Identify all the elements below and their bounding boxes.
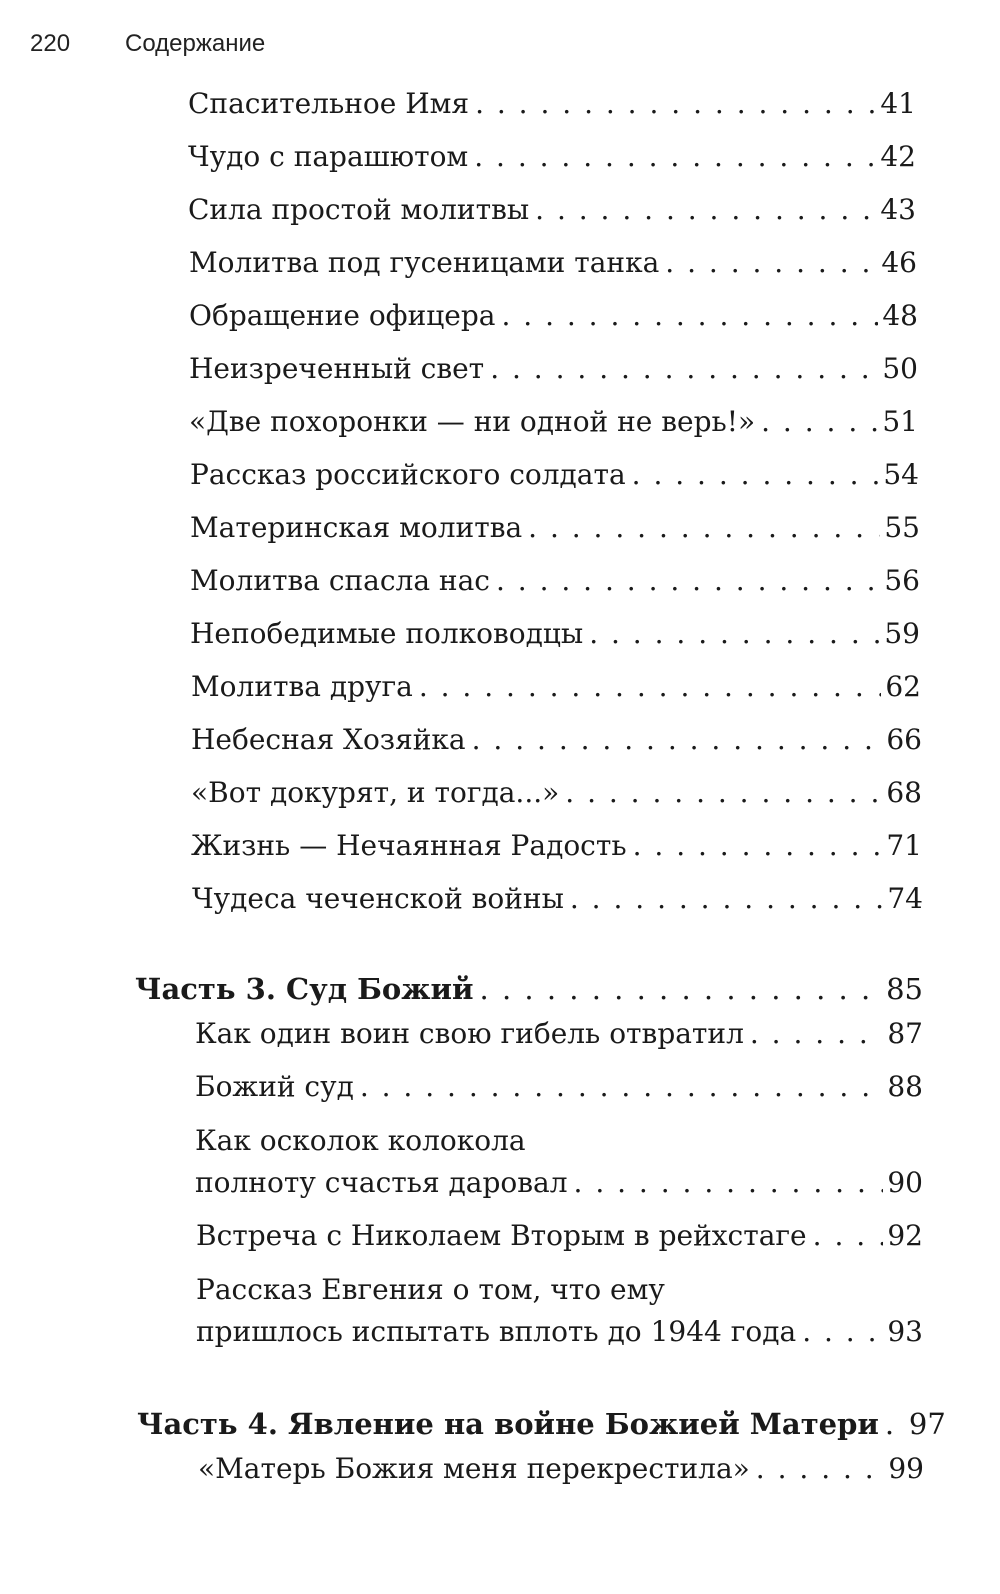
- dot-leader: [885, 1406, 905, 1442]
- toc-entry-title: Чудо с парашютом: [188, 140, 469, 173]
- toc-entry-title: Молитва под гусеницами танка: [189, 246, 660, 279]
- section-title: Содержание: [125, 30, 266, 57]
- toc-entry-title-line1: Рассказ Евгения о том, что ему: [196, 1273, 665, 1306]
- dot-leader: [756, 1451, 885, 1487]
- toc-entry-page: 93: [887, 1315, 923, 1348]
- toc-entry-page: 51: [882, 405, 918, 438]
- toc-entry-page: 92: [887, 1219, 923, 1252]
- dot-leader: [665, 245, 877, 281]
- toc-entry-title: Молитва спасла нас: [190, 564, 490, 597]
- part-title: Часть 3. Суд Божий: [135, 972, 474, 1006]
- dot-leader: [472, 722, 883, 758]
- toc-entry-page: 41: [880, 87, 916, 120]
- toc-entry-page: 87: [887, 1017, 923, 1050]
- dot-leader: [475, 86, 876, 122]
- dot-leader: [813, 1218, 884, 1254]
- toc-entry-title: Неизреченный свет: [189, 352, 485, 385]
- toc-entry-page: 68: [886, 776, 922, 809]
- toc-entry-page: 43: [880, 193, 916, 226]
- toc-entry-title: Как один воин свою гибель отвратил: [195, 1017, 744, 1050]
- toc-entry: [191, 722, 922, 758]
- dot-leader: [480, 971, 883, 1007]
- toc-entry: [191, 775, 922, 811]
- dot-leader: [632, 457, 880, 493]
- toc-entry-title: Материнская молитва: [190, 511, 523, 544]
- dot-leader: [565, 775, 882, 811]
- toc-entry-page: 56: [884, 564, 920, 597]
- toc-entry: [188, 192, 916, 228]
- toc-entry-title: Чудеса чеченской войны: [192, 882, 564, 915]
- toc-entry-page: 62: [885, 670, 921, 703]
- part-heading: [137, 1406, 946, 1442]
- toc-entry-page: 54: [883, 458, 919, 491]
- toc-entry-title: Божий суд: [195, 1070, 354, 1103]
- toc-entry-title: пришлось испытать вплоть до 1944 года: [196, 1315, 797, 1348]
- dot-leader: [360, 1069, 884, 1105]
- dot-leader: [535, 192, 876, 228]
- page-number: 220: [30, 30, 71, 57]
- dot-leader: [496, 563, 880, 599]
- dot-leader: [474, 139, 876, 175]
- dot-leader: [570, 881, 883, 917]
- dot-leader: [528, 510, 880, 546]
- toc-entry: [196, 1218, 923, 1254]
- toc-entry-page: 50: [882, 352, 918, 385]
- toc-entry: [195, 1069, 923, 1105]
- dot-leader: [750, 1016, 883, 1052]
- toc-entry: [190, 510, 920, 546]
- toc-entry-page: 71: [886, 829, 922, 862]
- toc-entry: [195, 1165, 923, 1201]
- toc-entry-title: Молитва друга: [191, 670, 413, 703]
- toc-entry: [196, 1314, 923, 1350]
- part-page: 97: [908, 1407, 946, 1441]
- toc-entry: [189, 298, 918, 334]
- dot-leader: [633, 828, 883, 864]
- toc-entry: [189, 351, 918, 387]
- toc-entry-page: 90: [887, 1166, 923, 1199]
- toc-entry-page: 55: [884, 511, 920, 544]
- dot-leader: [490, 351, 878, 387]
- toc-entry-title: Небесная Хозяйка: [191, 723, 466, 756]
- toc-entry-page: 66: [886, 723, 922, 756]
- part-heading: [135, 971, 923, 1007]
- toc-entry: [190, 616, 920, 652]
- toc-entry: [189, 245, 917, 281]
- toc-entry: [198, 1451, 924, 1487]
- toc-entry-page: 88: [887, 1070, 923, 1103]
- toc-entry: [195, 1016, 923, 1052]
- toc-entry-page: 59: [884, 617, 920, 650]
- toc-entry: [189, 404, 918, 440]
- toc-entry: [190, 457, 919, 493]
- toc-entry-page: 74: [887, 882, 923, 915]
- running-head: [30, 30, 265, 58]
- dot-leader: [501, 298, 878, 334]
- part-page: 85: [886, 972, 923, 1006]
- toc-entry-page: 46: [881, 246, 917, 279]
- toc-entry-title: Спасительное Имя: [188, 87, 470, 120]
- dot-leader: [419, 669, 882, 705]
- toc-entry-title-line1: Как осколок колокола: [195, 1124, 526, 1157]
- toc-entry-title: «Матерь Божия меня перекрестила»: [198, 1452, 750, 1485]
- dot-leader: [574, 1165, 884, 1201]
- toc-entry-title: Рассказ российского солдата: [190, 458, 626, 491]
- toc-entry: [192, 881, 923, 917]
- toc-entry-title: Сила простой молитвы: [188, 193, 530, 226]
- toc-entry: [191, 828, 922, 864]
- toc-entry-title: «Вот докурят, и тогда...»: [191, 776, 560, 809]
- toc-entry: [188, 139, 916, 175]
- toc-entry: [188, 86, 916, 122]
- toc-entry: [191, 669, 921, 705]
- toc-entry-title: Жизнь — Нечаянная Радость: [191, 829, 627, 862]
- toc-entry-page: 48: [882, 299, 918, 332]
- part-title: Часть 4. Явление на войне Божией Матери: [137, 1407, 879, 1441]
- toc-entry-title: полноту счастья даровал: [195, 1166, 568, 1199]
- dot-leader: [589, 616, 880, 652]
- toc-entry-title: Встреча с Николаем Вторым в рейхстаге: [196, 1219, 807, 1252]
- toc-entry-page: 99: [888, 1452, 924, 1485]
- toc-entry-page: 42: [880, 140, 916, 173]
- toc-entry: [190, 563, 920, 599]
- dot-leader: [761, 404, 878, 440]
- toc-entry-title: Непобедимые полководцы: [190, 617, 584, 650]
- toc-entry-title: Обращение офицера: [189, 299, 496, 332]
- toc-entry-title: «Две похоронки — ни одной не верь!»: [189, 405, 756, 438]
- dot-leader: [802, 1314, 883, 1350]
